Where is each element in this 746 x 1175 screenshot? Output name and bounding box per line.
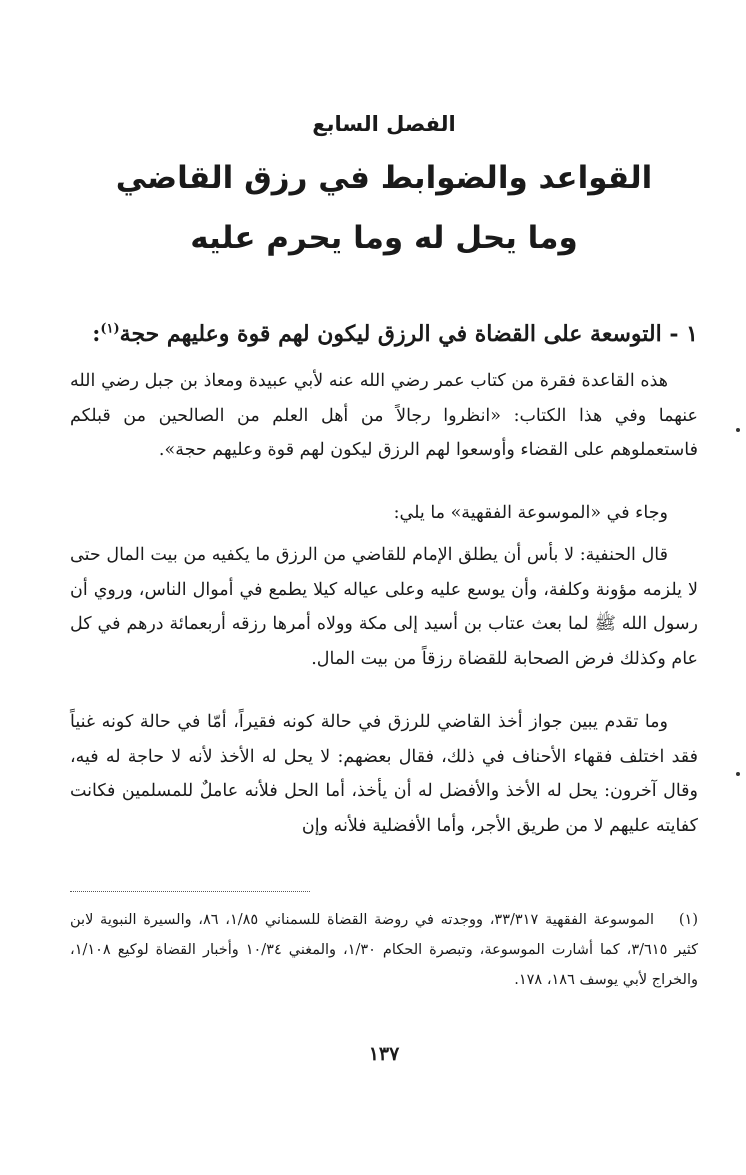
paragraph-3-text: قال الحنفية: لا بأس أن يطلق الإمام للقاضي من الرزق ما يكفيه من بيت المال حتى لا يلزمه مؤونة وكلفة، وأن يوسع عليه وعلى عياله كيلا يطمع في أموال الناس، وروي أن رسول الله ﷺ لما بعث عتاب بن أسيد إلى مكة وولاه أمرها رزقه أربعمائة درهم في كل عام وكذلك فرض الصحابة للقضاة رزقاً من بيت المال. — [70, 545, 698, 669]
paragraph-2 — [70, 496, 698, 531]
chapter-title-line-2: وما يحل له وما يحرم عليه — [190, 220, 578, 256]
section-heading-colon: : — [92, 321, 101, 347]
paragraph-4-text: وما تقدم يبين جواز أخذ القاضي للرزق في حالة كونه فقيراً، أمّا في حالة كونه غنياً فقد اختلف فقهاء الأحناف في ذلك، فقال بعضهم: لا يحل له الأخذ لأنه لا حاجة له فيه، وقال آخرون: يحل له الأخذ والأفضل له أن يأخذ، أما الحل فلأنه عاملٌ للمسلمين فكانت كفايته عليهم لا من طريق الأجر، وأما الأفضلية فلأنه وإن — [70, 712, 698, 836]
section-heading-text: ١ - التوسعة على القضاة في الرزق ليكون لهم قوة وعليهم حجة — [119, 321, 698, 347]
paragraph-1 — [70, 364, 698, 468]
footnote-separator — [70, 891, 310, 892]
footnote-number: (١) — [678, 912, 698, 928]
chapter-title-line-1: القواعد والضوابط في رزق القاضي — [115, 160, 653, 196]
chapter-label: الفصل السابع — [312, 112, 456, 136]
paragraph-4 — [70, 705, 698, 843]
footnote-reference[interactable]: (١) — [100, 321, 120, 337]
scan-mark — [736, 772, 740, 776]
book-page — [70, 0, 698, 1175]
paragraph-3 — [70, 538, 698, 676]
section-heading — [70, 321, 698, 347]
footnote-text: الموسوعة الفقهية ٣٣/٣١٧، ووجدته في روضة القضاة للسمناني ١/٨٥، ٨٦، والسيرة النبوية لابن كثير ٣/٦١٥، كما أشارت الموسوعة، وتبصرة الحكام ١/٣٠، والمغني ١٠/٣٤ وأخبار القضاة لوكيع ١/١٠٨، والخراج لأبي يوسف ١٨٦، ١٧٨. — [70, 912, 699, 988]
paragraph-2-text: وجاء في «الموسوعة الفقهية» ما يلي: — [393, 503, 668, 523]
paragraph-1-text: هذه القاعدة فقرة من كتاب عمر رضي الله عنه لأبي عبيدة ومعاذ بن جبل رضي الله عنهما وفي هذا الكتاب: «انظروا رجالاً من أهل العلم من الصالحين من قبلكم فاستعملوهم على القضاء وأوسعوا لهم الرزق ليكون لهم قوة وعليهم حجة». — [70, 371, 698, 460]
footnote — [70, 905, 698, 995]
scan-mark — [736, 428, 740, 432]
page-number: ١٣٧ — [368, 1043, 400, 1065]
